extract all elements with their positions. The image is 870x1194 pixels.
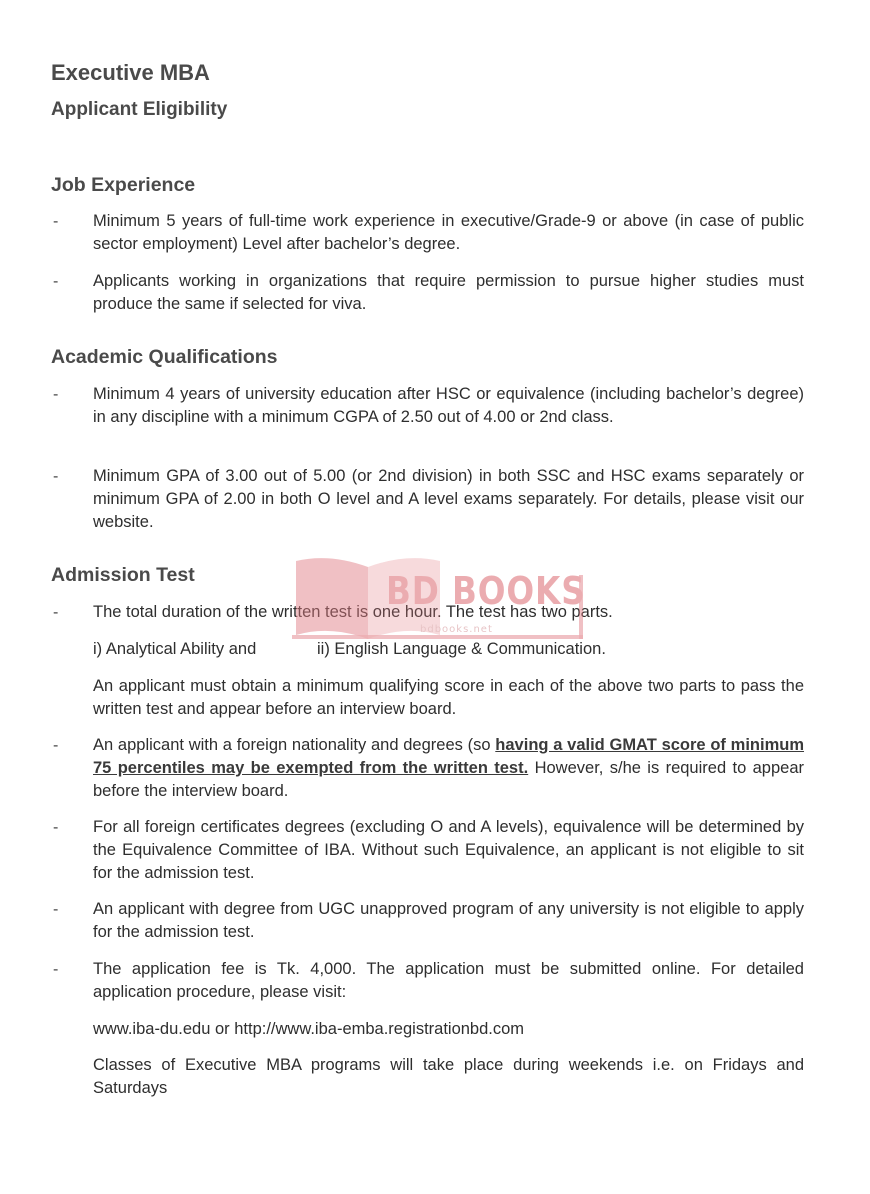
bullet-dash: - [53, 386, 59, 403]
academic-item: Minimum 4 years of university education after HSC or equivalence (including bachelor’s degree) in any discipline with a minimum CGPA of 2.50 out of 4.00 or 2nd class. [93, 385, 804, 426]
admission-duration: The total duration of the written test is one hour. The test has two parts. [93, 603, 613, 621]
foreign-prefix: An applicant with a foreign nationality and degrees (so [93, 736, 491, 754]
admission-classes: Classes of Executive MBA programs will take place during weekends i.e. on Fridays and Saturdays [93, 1056, 804, 1097]
watermark-url: bdbooks.net [420, 624, 493, 635]
watermark-brand: BD BOOKS [386, 569, 586, 613]
page-title: Executive MBA [51, 60, 210, 85]
academic-item [93, 465, 804, 534]
job-experience-heading: Job Experience [51, 174, 196, 196]
bullet-dash: - [53, 819, 59, 836]
admission-websites: www.iba-du.edu or http://www.iba-emba.registrationbd.com [93, 1020, 525, 1038]
foreign-suffix: However, s/he is required to appear before the interview board. [93, 759, 804, 800]
admission-foreign-nationality [93, 734, 804, 803]
bullet-dash: - [53, 213, 59, 230]
job-experience-item: Minimum 5 years of full-time work experience in executive/Grade-9 or above (in case of public sector employment) Level after bachelor’s degree. [93, 212, 804, 253]
open-book-icon [290, 555, 585, 645]
admission-qualifying: An applicant must obtain a minimum qualifying score in each of the above two parts to pass the written test and appear before an interview board. [93, 677, 804, 718]
admission-test-heading: Admission Test [51, 564, 195, 586]
admission-part-2: ii) English Language & Communication. [317, 640, 606, 658]
bullet-dash: - [53, 468, 59, 485]
page-subtitle: Applicant Eligibility [51, 99, 228, 120]
bullet-dash: - [53, 737, 59, 754]
job-experience-item: Applicants working in organizations that require permission to pursue higher studies must produce the same if selected for viva. [93, 272, 804, 313]
academic-item-text: Minimum GPA of 3.00 out of 5.00 (or 2nd division) in both SSC and HSC exams separately or minimum GPA of 2.00 in both O level and A level exams separately. For details, please visit our website. [93, 467, 804, 531]
admission-equivalence: For all foreign certificates degrees (excluding O and A levels), equivalence will be determined by the Equivalence Committee of IBA. Without such Equivalence, an applicant is not eligible to sit for the admission test. [93, 818, 804, 882]
admission-ugc: An applicant with degree from UGC unapproved program of any university is not eligible to apply for the admission test. [93, 900, 804, 941]
bullet-dash: - [53, 604, 59, 621]
bullet-dash: - [53, 901, 59, 918]
bullet-dash: - [53, 961, 59, 978]
bd-books-watermark [290, 555, 585, 645]
academic-qualifications-heading: Academic Qualifications [51, 346, 278, 368]
gmat-exemption-emphasis: having a valid GMAT score of minimum 75 percentiles may be exempted from the written test. [93, 736, 805, 777]
admission-part-1: i) Analytical Ability and [93, 640, 257, 658]
bullet-dash: - [53, 273, 59, 290]
admission-fee: The application fee is Tk. 4,000. The application must be submitted online. For detailed application procedure, please visit: [93, 960, 804, 1001]
